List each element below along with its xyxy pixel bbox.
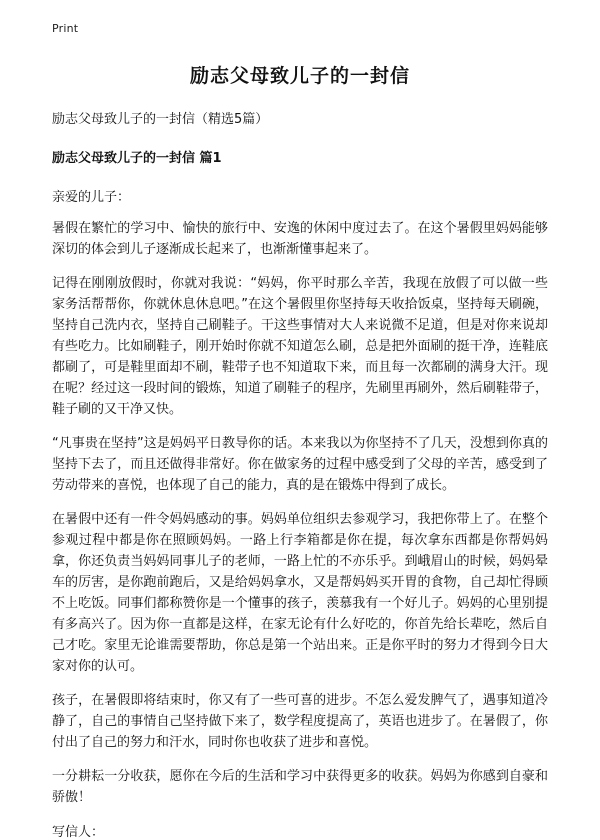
- paragraph: 孩子，在暑假即将结束时，你又有了一些可喜的进步。不怎么爱发脾气了，遇事知道冷静了，自己的事情自己坚持做下来了，数学程度提高了，英语也进步了。在暑假了，你付出了自己的努力和汗水，同时你也收获了进步和喜悦。: [52, 693, 548, 750]
- paragraph: 在暑假中还有一件令妈妈感动的事。妈妈单位组织去参观学习，我把你带上了。在整个参观过程中都是你在照顾妈妈。一路上行李箱都是你在提，每次拿东西都是你帮妈妈拿，你还负责当妈妈同事儿子的老师，一路上忙的不亦乐乎。到峨眉山的时候，妈妈晕车的厉害，是你跑前跑后，又是给妈妈拿水，又是帮妈妈买开胃的食物，自己却忙得顾不上吃饭。同事们都称赞你是一个懂事的孩子，羡慕我有一个好儿子。妈妈的心里别提有多高兴了。因为你一直都是这样，在家无论有什么好吃的，你首先给长辈吃，然后自己才吃。家里无论谁需要帮助，你总是第一个站出来。正是你平时的努力才得到今日大家对你的认可。: [52, 512, 548, 674]
- paragraph: 暑假在繁忙的学习中、愉快的旅行中、安逸的休闲中度过去了。在这个暑假里妈妈能够深切的体会到儿子逐渐成长起来了，也渐渐懂事起来了。: [52, 221, 548, 257]
- paragraph: “凡事贵在坚持”这是妈妈平日教导你的话。本来我以为你坚持不了几天，没想到你真的坚持下去了，而且还做得非常好。你在做家务的过程中感受到了父母的辛苦，感受到了劳动带来的喜悦，也体现了自己的能力，真的是在锻炼中得到了成长。: [52, 436, 548, 493]
- subtitle: 励志父母致儿子的一封信（精选5篇）: [52, 112, 269, 127]
- print-label: Print: [52, 22, 79, 35]
- section-heading: 励志父母致儿子的一封信 篇1: [52, 151, 222, 166]
- greeting: 亲爱的儿子：: [52, 190, 131, 205]
- paragraph: 一分耕耘一分收获，愿你在今后的生活和学习中获得更多的收获。妈妈为你感到自豪和骄傲！: [52, 769, 548, 805]
- sign-off: 写信人：: [52, 825, 105, 840]
- paragraph: 记得在刚刚放假时，你就对我说：“妈妈，你平时那么辛苦，我现在放假了可以做一些家务活帮帮你，你就休息休息吧。”在这个暑假里你坚持每天收拾饭桌，坚持每天刷碗，坚持自己洗内衣，坚持自己刷鞋子。干这些事情对大人来说微不足道，但是对你来说却有些吃力。比如刷鞋子，刚开始时你就不知道怎么刷，总是把外面刷的挺干净，连鞋底都刷了，可是鞋里面却不刷，鞋带子也不知道取下来，而且每一次都刷的满身大汗。现在呢？经过这一段时间的锻炼，知道了刷鞋子的程序，先刷里再刷外，然后刷鞋带子，鞋子刷的又干净又快。: [52, 276, 548, 417]
- page-title: 励志父母致儿子的一封信: [189, 65, 410, 87]
